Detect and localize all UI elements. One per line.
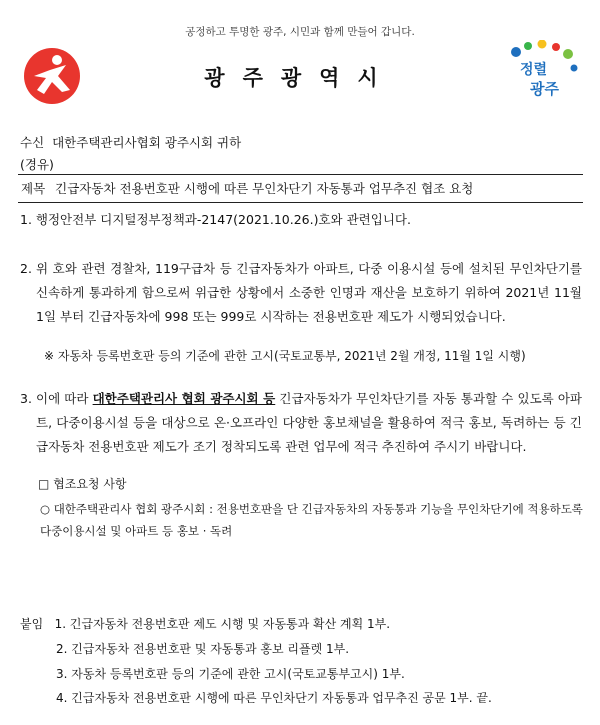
recipient-value: 대한주택관리사협회 광주시회 귀하 xyxy=(52,135,242,150)
body-item-3-pre: 이에 따라 xyxy=(36,391,93,406)
body-item-3-emphasis: 대한주택관리사 협회 광주시회 등 xyxy=(92,391,276,406)
request-heading: □ 협조요청 사항 xyxy=(38,477,127,491)
body-item-3-post: 긴급자동차가 무인차단기를 자동 통과할 수 있도록 아파트, 다중이용시설 등을 대상으로 온·오프라인 다양한 홍보채널을 활용하여 적극 홍보, 독려하는 등 긴급자동차 전용번호판 제도가 조기 정착되도록 관련 업무에 적극 추진하여 주시기 바랍니다. xyxy=(36,391,583,454)
body-item-3-text xyxy=(36,387,582,459)
slogan-brand-logo-icon xyxy=(508,40,580,102)
via-line: (경유) xyxy=(20,157,54,172)
attachment-item-2: 2. 긴급자동차 전용번호판 및 자동통과 홍보 리플렛 1부. xyxy=(56,642,350,656)
attachment-item-1 xyxy=(20,615,390,632)
body-item-3-number: 3. xyxy=(20,391,32,406)
attachment-text: 1. 긴급자동차 전용번호판 제도 시행 및 자동통과 확산 계획 1부. xyxy=(54,617,391,631)
body-item-2-text: 위 호와 관련 경찰차, 119구급차 등 긴급자동차가 아파트, 다중 이용시설 등에 설치된 무인차단기를 신속하게 통과하게 함으로써 위급한 상황에서 소중한 인명과 재산을 보호하기 위하여 2021년 11월 1일 부터 긴급자동차에 998 또는 999로 시작하는 전용번호판 제도가 시행되었습니다. xyxy=(36,261,582,324)
brand-logo-text-top: 정렬 xyxy=(520,62,548,78)
slogan: 공정하고 투명한 광주, 시민과 함께 만들어 갑니다. xyxy=(185,26,415,38)
body-item-2-number: 2. xyxy=(20,261,32,276)
subject-label: 제목 xyxy=(21,181,46,196)
request-detail: ○ 대한주택관리사 협회 광주시회 : 전용번호판을 단 긴급자동차의 자동통과 기능을 무인차단기에 적용하도록 다중이용시설 및 아파트 등 홍보 · 독려 xyxy=(40,502,583,538)
recipient-line xyxy=(20,133,241,151)
subject-value: 긴급자동차 전용번호판 시행에 따른 무인차단기 자동통과 업무추진 협조 요청 xyxy=(55,181,474,196)
attachment-item-4: 4. 긴급자동차 전용번호판 시행에 따른 무인차단기 자동통과 업무추진 공문 1부. 끝. xyxy=(56,691,492,705)
attachment-item-3: 3. 자동차 등록번호판 등의 기준에 관한 고시(국토교통부고시) 1부. xyxy=(56,667,405,681)
attachment-label: 붙임 xyxy=(20,617,44,631)
org-title: 광주광역시 xyxy=(204,66,396,90)
recipient-label: 수신 xyxy=(20,135,45,150)
body-item-1: 1. 행정안전부 디지털정부정책과-2147(2021.10.26.)호와 관련입니다. xyxy=(20,212,411,227)
subject-line xyxy=(18,174,583,203)
legal-note: ※ 자동차 등록번호판 등의 기준에 관한 고시(국토교통부, 2021년 2월 개정, 11월 1일 시행) xyxy=(44,349,526,363)
brand-logo-text-bottom: 광주 xyxy=(530,80,559,98)
